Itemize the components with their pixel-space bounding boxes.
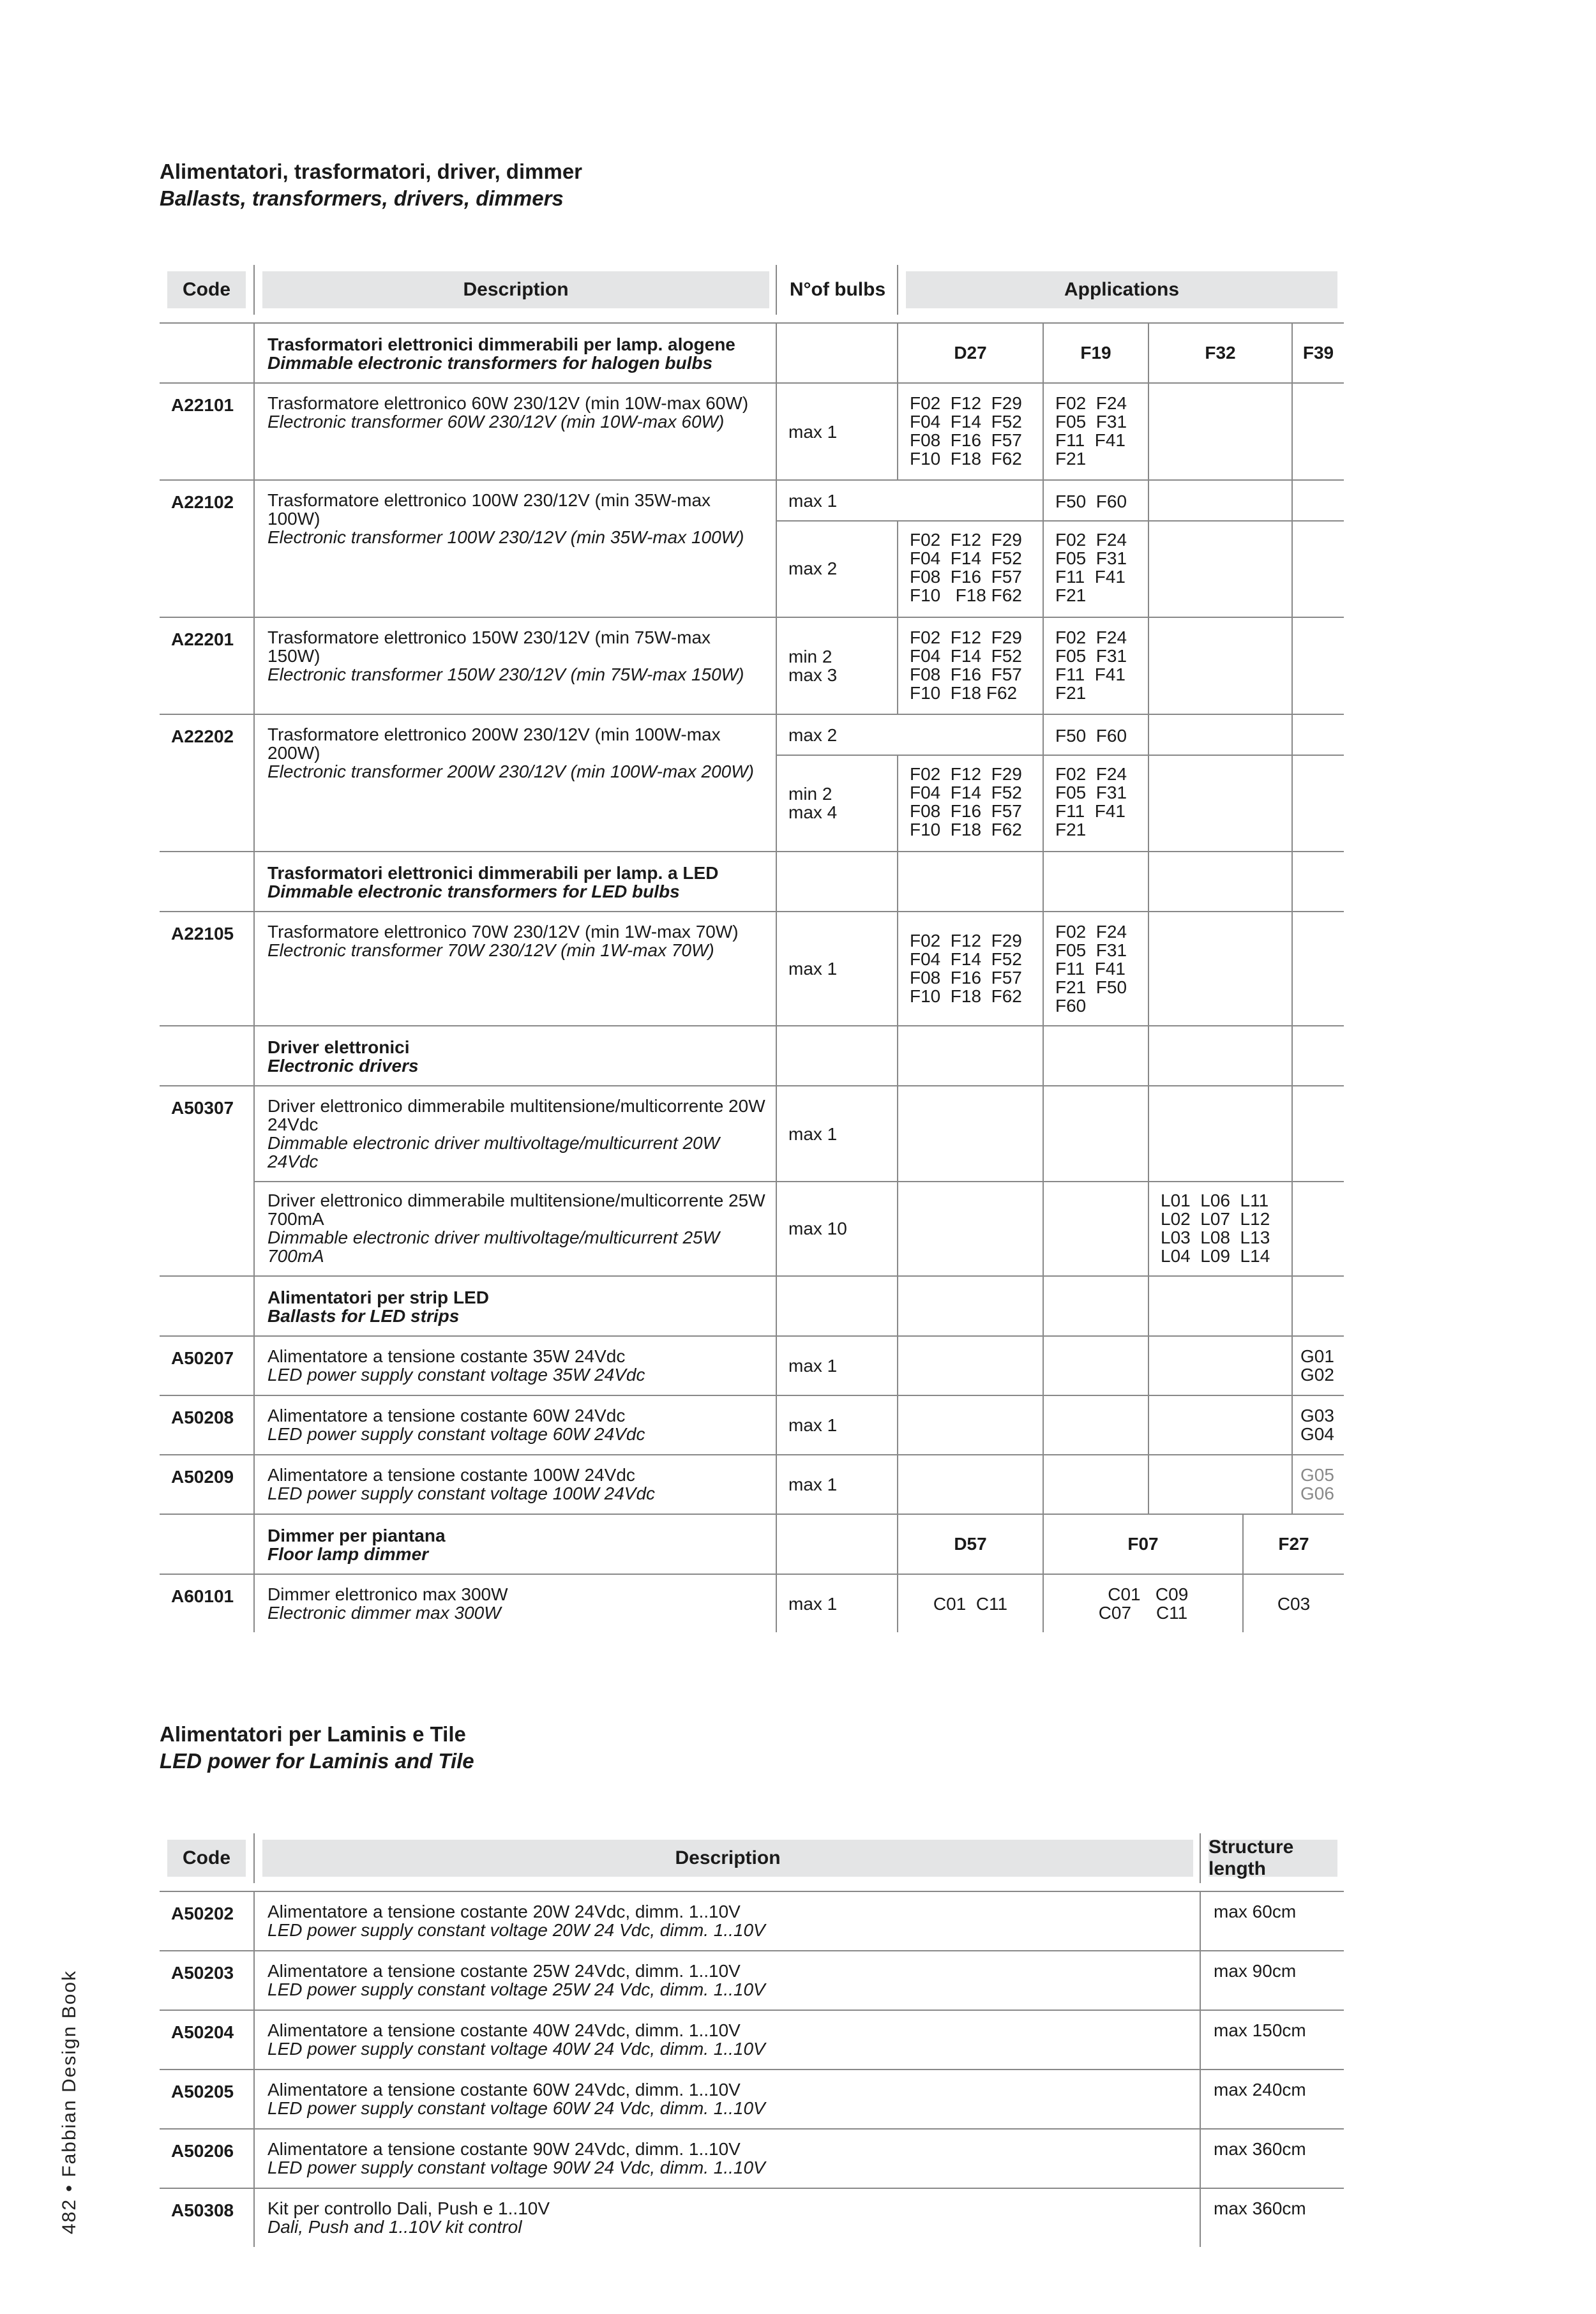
item-desc: Alimentatore a tensione costante 25W 24Vdc, dimm. 1..10V — [267, 1961, 741, 1981]
table-row — [160, 1455, 1344, 1515]
item-desc: Alimentatore a tensione costante 40W 24Vdc, dimm. 1..10V — [267, 2020, 741, 2040]
item-desc: Trasformatore elettronico 150W 230/12V (min 75W-max 150W) — [267, 627, 711, 666]
app-f32: L01 L06 L11 L02 L07 L12 L03 L08 L13 L04 L09 L14 — [1148, 1181, 1291, 1275]
item-desc: Alimentatore a tensione costante 100W 24Vdc — [267, 1465, 635, 1485]
col-d57: D57 — [897, 1515, 1043, 1574]
item-length: max 360cm — [1200, 2130, 1344, 2188]
item-bulbs: max 2 — [776, 520, 897, 617]
item-length: max 240cm — [1200, 2070, 1344, 2128]
table-row — [160, 715, 1344, 852]
table-row — [160, 2070, 1344, 2130]
table-row — [160, 1951, 1344, 2011]
header-description: Description — [262, 1840, 1193, 1877]
group-label-en: Electronic drivers — [267, 1056, 419, 1076]
app-f19: F02 F24 F05 F31 F11 F41 F21 — [1043, 520, 1148, 617]
item-desc-en: Electronic transformer 150W 230/12V (min 75W-max 150W) — [267, 665, 744, 684]
item-desc: Alimentatore a tensione costante 20W 24Vdc, dimm. 1..10V — [267, 1902, 741, 1921]
item-desc: Trasformatore elettronico 70W 230/12V (min 1W-max 70W) — [267, 922, 739, 942]
group-header-row — [160, 324, 1344, 384]
col-f27: F27 — [1242, 1515, 1344, 1574]
app-d27: F02 F12 F29 F04 F14 F52 F08 F16 F57 F10 F18 F62 — [897, 912, 1043, 1025]
col-f39: F39 — [1291, 324, 1344, 382]
app-f07: C01 C09 C07 C11 — [1043, 1575, 1242, 1632]
item-desc-en: LED power supply constant voltage 100W 24Vdc — [267, 1484, 656, 1503]
table-row — [160, 912, 1344, 1026]
item-code: A50307 — [171, 1098, 234, 1118]
item-code: A22105 — [171, 924, 234, 943]
table-row — [160, 2130, 1344, 2189]
group-label: Trasformatori elettronici dimmerabili per lamp. alogene — [267, 334, 735, 354]
item-desc: Driver elettronico dimmerabile multitensione/multicorrente 25W 700mA — [267, 1191, 765, 1229]
app-f39: G05 G06 — [1291, 1455, 1344, 1514]
header-code: Code — [167, 1840, 246, 1877]
item-bulbs: max 1 — [776, 1337, 897, 1395]
section-title-en: Ballasts, transformers, drivers, dimmers — [160, 186, 564, 210]
item-code: A22202 — [171, 726, 234, 746]
app-d27: F02 F12 F29 F04 F14 F52 F08 F16 F57 F10 F18 F62 — [897, 384, 1043, 479]
table-row — [160, 1337, 1344, 1396]
table-header — [160, 1827, 1344, 1892]
item-desc-en: Dimmable electronic driver multivoltage/multicurrent 20W 24Vdc — [267, 1133, 720, 1171]
book-title: Fabbian Design Book — [59, 1969, 80, 2177]
section-title: Alimentatori, trasformatori, driver, dimmer — [160, 160, 583, 183]
item-bulbs: max 1 — [776, 1086, 897, 1181]
item-bulbs: max 1 — [776, 384, 897, 479]
app-d27: F02 F12 F29 F04 F14 F52 F08 F16 F57 F10 F18 F62 — [897, 520, 1043, 617]
item-code: A22102 — [171, 492, 234, 512]
app-f39: G03 G04 — [1291, 1396, 1344, 1454]
item-length: max 360cm — [1200, 2189, 1344, 2247]
table-row — [160, 1892, 1344, 1951]
item-desc: Dimmer elettronico max 300W — [267, 1584, 508, 1604]
item-desc-en: LED power supply constant voltage 25W 24 Vdc, dimm. 1..10V — [267, 1980, 765, 1999]
item-desc-en: Electronic transformer 200W 230/12V (min 100W-max 200W) — [267, 762, 754, 781]
item-desc-en: LED power supply constant voltage 60W 24Vdc — [267, 1424, 645, 1444]
item-code: A60101 — [171, 1586, 234, 1606]
item-desc-en: LED power supply constant voltage 60W 24 Vdc, dimm. 1..10V — [267, 2098, 765, 2118]
group-header-row — [160, 852, 1344, 912]
group-label: Dimmer per piantana — [267, 1526, 446, 1545]
item-desc: Trasformatore elettronico 100W 230/12V (min 35W-max 100W) — [267, 490, 711, 529]
group-label-en: Ballasts for LED strips — [267, 1306, 460, 1326]
header-description: Description — [262, 271, 769, 308]
app-d27: F02 F12 F29 F04 F14 F52 F08 F16 F57 F10 F18 F62 — [897, 755, 1043, 851]
item-bulbs: max 1 — [776, 1455, 897, 1514]
header-bulbs: N°of bulbs — [789, 279, 886, 300]
item-bulbs: max 10 — [776, 1181, 897, 1275]
item-code: A50308 — [171, 2200, 234, 2220]
app-f19: F02 F24 F05 F31 F11 F41 F21 — [1043, 755, 1148, 851]
table-row — [160, 618, 1344, 715]
item-code: A22101 — [171, 395, 234, 415]
item-desc-en: LED power supply constant voltage 35W 24Vdc — [267, 1365, 645, 1385]
col-f19: F19 — [1043, 324, 1148, 382]
item-code: A22201 — [171, 629, 234, 649]
group-label: Alimentatori per strip LED — [267, 1288, 489, 1307]
header-length: Structure length — [1208, 1840, 1337, 1877]
app-f19: F02 F24 F05 F31 F11 F41 F21 — [1043, 618, 1148, 714]
section-title-en: LED power for Laminis and Tile — [160, 1749, 474, 1773]
item-desc-en: LED power supply constant voltage 20W 24 Vdc, dimm. 1..10V — [267, 1920, 765, 1940]
item-bulbs: min 2 max 3 — [776, 618, 897, 714]
item-desc: Alimentatore a tensione costante 35W 24Vdc — [267, 1346, 626, 1366]
app-f19: F02 F24 F05 F31 F11 F41 F21 — [1043, 384, 1148, 479]
item-bulbs: max 1 — [776, 912, 897, 1025]
col-f07: F07 — [1043, 1515, 1242, 1574]
page-footer — [59, 1970, 80, 2234]
item-code: A50209 — [171, 1467, 234, 1487]
item-desc-en: Electronic transformer 70W 230/12V (min 1W-max 70W) — [267, 940, 714, 960]
item-bulbs: max 1 — [776, 1396, 897, 1454]
table-row — [160, 1575, 1344, 1632]
group-label-en: Floor lamp dimmer — [267, 1544, 429, 1564]
item-bulbs: max 2 — [776, 715, 897, 755]
table-row — [160, 1396, 1344, 1455]
item-bulbs: max 1 — [776, 481, 897, 520]
group-label: Trasformatori elettronici dimmerabili per lamp. a LED — [267, 863, 719, 883]
page-number: 482 — [59, 2198, 80, 2234]
item-desc: Alimentatore a tensione costante 60W 24Vdc — [267, 1406, 626, 1425]
item-code: A50204 — [171, 2022, 234, 2042]
item-code: A50202 — [171, 1904, 234, 1923]
item-code: A50207 — [171, 1348, 234, 1368]
item-desc: Alimentatore a tensione costante 60W 24Vdc, dimm. 1..10V — [267, 2080, 741, 2100]
app-f19: F02 F24 F05 F31 F11 F41 F21 F50 F60 — [1043, 912, 1148, 1025]
col-f32: F32 — [1148, 324, 1291, 382]
header-code: Code — [167, 271, 246, 308]
table-row — [160, 2189, 1344, 2247]
item-desc: Kit per controllo Dali, Push e 1..10V — [267, 2198, 550, 2218]
table-row — [160, 1086, 1344, 1277]
item-length: max 150cm — [1200, 2011, 1344, 2069]
bullet: • — [59, 2184, 80, 2192]
item-desc: Trasformatore elettronico 200W 230/12V (min 100W-max 200W) — [267, 725, 721, 763]
col-d27: D27 — [897, 324, 1043, 382]
item-desc-en: Dimmable electronic driver multivoltage/multicurrent 25W 700mA — [267, 1228, 720, 1266]
table-row — [160, 384, 1344, 481]
app-d27: F02 F12 F29 F04 F14 F52 F08 F16 F57 F10 F18 F62 — [897, 618, 1043, 714]
item-desc-en: Electronic transformer 60W 230/12V (min 10W-max 60W) — [267, 412, 725, 432]
item-desc-en: LED power supply constant voltage 40W 24 Vdc, dimm. 1..10V — [267, 2039, 765, 2059]
item-code: A50205 — [171, 2082, 234, 2101]
item-code: A50203 — [171, 1963, 234, 1983]
item-desc: Trasformatore elettronico 60W 230/12V (min 10W-max 60W) — [267, 393, 749, 413]
section-title: Alimentatori per Laminis e Tile — [160, 1722, 466, 1746]
header-applications: Applications — [906, 271, 1337, 308]
item-length: max 90cm — [1200, 1951, 1344, 2010]
item-code: A50206 — [171, 2141, 234, 2161]
item-desc-en: Electronic dimmer max 300W — [267, 1603, 501, 1623]
item-bulbs: max 1 — [776, 1575, 897, 1632]
group-label-en: Dimmable electronic transformers for halogen bulbs — [267, 353, 713, 373]
app-d57: C01 C11 — [897, 1575, 1043, 1632]
item-length: max 60cm — [1200, 1892, 1344, 1950]
item-bulbs: min 2 max 4 — [776, 755, 897, 851]
table-header — [160, 259, 1344, 324]
laminis-table — [160, 1827, 1344, 2247]
item-desc: Alimentatore a tensione costante 90W 24Vdc, dimm. 1..10V — [267, 2139, 741, 2159]
item-code: A50208 — [171, 1408, 234, 1427]
group-header-row — [160, 1277, 1344, 1337]
table-row — [160, 481, 1344, 618]
item-desc-en: Electronic transformer 100W 230/12V (min 35W-max 100W) — [267, 527, 744, 547]
item-desc-en: LED power supply constant voltage 90W 24 Vdc, dimm. 1..10V — [267, 2158, 765, 2177]
group-header-row — [160, 1515, 1344, 1575]
app-f19: F50 F60 — [1043, 715, 1148, 755]
item-desc-en: Dali, Push and 1..10V kit control — [267, 2217, 522, 2237]
app-f27: C03 — [1242, 1575, 1344, 1632]
item-desc: Driver elettronico dimmerabile multitensione/multicorrente 20W 24Vdc — [267, 1096, 765, 1134]
group-header-row — [160, 1026, 1344, 1086]
table-row — [160, 2011, 1344, 2070]
app-f19: F50 F60 — [1043, 481, 1148, 520]
group-label: Driver elettronici — [267, 1037, 410, 1057]
ballasts-table — [160, 259, 1344, 1632]
group-label-en: Dimmable electronic transformers for LED bulbs — [267, 882, 680, 901]
app-f39: G01 G02 — [1291, 1337, 1344, 1395]
